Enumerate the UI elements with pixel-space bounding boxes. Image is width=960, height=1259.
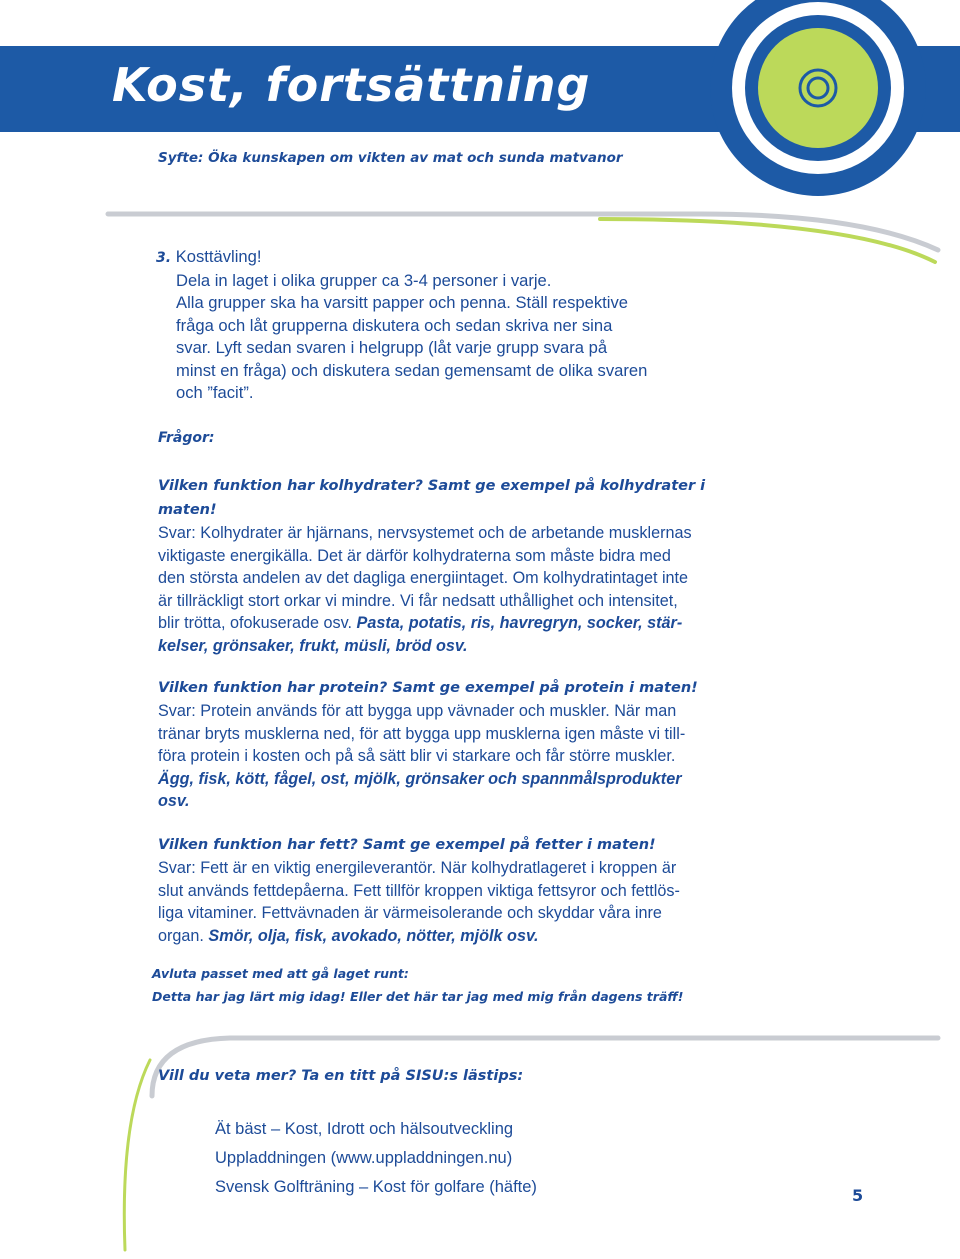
section-title: Kosttävling! <box>175 247 262 266</box>
examples-text: Smör, olja, fisk, avokado, nötter, mjölk osv. <box>208 926 539 945</box>
questions-heading: Frågor: <box>158 430 215 446</box>
reading-tips-heading: Vill du veta mer? Ta en titt på SISU:s lästips: <box>158 1068 524 1084</box>
answer-line: är tillräckligt stort orkar vi mindre. Vi får nedsatt uthållighet och intensitet, <box>158 591 678 610</box>
section-3-line: fråga och låt grupperna diskutera och sedan skriva ner sina <box>176 315 613 335</box>
section-3-line: Dela in laget i olika grupper ca 3-4 personer i varje. <box>176 270 552 290</box>
section-3-line: svar. Lyft sedan svaren i helgrupp (låt varje grupp svara på <box>176 338 608 357</box>
answer-line: organ. <box>158 926 204 945</box>
question-text: Vilken funktion har protein? Samt ge exempel på protein i maten! <box>158 680 698 696</box>
answer-line: föra protein i kosten och på så sätt blir vi starkare och får större muskler. <box>158 747 676 765</box>
bottom-rule-green <box>124 1060 150 1250</box>
list-item: Svensk Golfträning – Kost för golfare (häfte) <box>215 1178 537 1196</box>
bottom-rule-gray <box>152 1038 938 1096</box>
answer-line: Svar: Protein används för att bygga upp vävnader och muskler. När man <box>158 702 677 720</box>
section-3 <box>156 246 746 405</box>
section-3-line: Alla grupper ska ha varsitt papper och penna. Ställ respektive <box>176 293 628 312</box>
examples-text: kelser, grönsaker, frukt, müsli, bröd osv. <box>158 636 468 655</box>
examples-text: Pasta, potatis, ris, havregryn, socker, stär- <box>356 614 683 632</box>
answer-line: viktigaste energikälla. Det är därför kolhydraterna som måste bidra med <box>158 546 671 565</box>
logo-green-disc <box>758 28 878 148</box>
answer-line: Svar: Kolhydrater är hjärnans, nervsystemet och de arbetande musklernas <box>158 524 692 542</box>
answer-line: tränar bryts musklerna ned, för att bygga upp musklerna igen måste vi till- <box>158 724 686 743</box>
question-block-fat <box>158 833 748 947</box>
page-number: 5 <box>852 1186 864 1205</box>
question-text: maten! <box>158 502 217 518</box>
answer-line: Svar: Fett är en viktig energileverantör. När kolhydratlageret i kroppen är <box>158 859 677 877</box>
answer-line-with-examples <box>158 925 748 948</box>
answer-line: slut används fettdepåerna. Fett tillför kroppen viktiga fettsyror och fettlös- <box>158 881 680 900</box>
question-block-protein <box>158 676 748 813</box>
page-title: Kost, fortsättning <box>112 58 591 112</box>
target-logo-icon <box>0 0 960 260</box>
answer-line: den största andelen av det dagliga energiintaget. Om kolhydratintaget inte <box>158 569 689 587</box>
question-text: Vilken funktion har kolhydrater? Samt ge exempel på kolhydrater i <box>158 478 706 494</box>
reading-list <box>215 1115 537 1202</box>
closing-instruction: Avluta passet med att gå laget runt: <box>152 966 409 981</box>
closing-quote: Detta har jag lärt mig idag! Eller det här tar jag med mig från dagens träff! <box>152 989 684 1004</box>
question-text: Vilken funktion har fett? Samt ge exempel på fetter i maten! <box>158 837 656 853</box>
list-item: Ät bäst – Kost, Idrott och hälsoutveckling <box>215 1120 514 1138</box>
section-3-line: minst en fråga) och diskutera sedan gemensamt de olika svaren <box>176 360 648 380</box>
question-block-carbs <box>158 474 748 657</box>
section-3-title-line <box>156 246 746 270</box>
examples-text: osv. <box>158 792 190 810</box>
purpose-line: Syfte: Öka kunskapen om vikten av mat och sunda matvanor <box>158 150 623 166</box>
answer-line: liga vitaminer. Fettvävnaden är värmeisolerande och skyddar våra inre <box>158 904 662 922</box>
examples-text: Ägg, fisk, kött, fågel, ost, mjölk, grönsaker och spannmålsprodukter <box>158 769 682 788</box>
answer-line: blir trötta, ofokuserade osv. <box>158 614 353 632</box>
section-number: 3. <box>156 250 172 266</box>
list-item: Uppladdningen (www.uppladdningen.nu) <box>215 1149 513 1167</box>
section-3-line: och ”facit”. <box>176 383 254 402</box>
answer-line-with-examples <box>158 612 748 635</box>
